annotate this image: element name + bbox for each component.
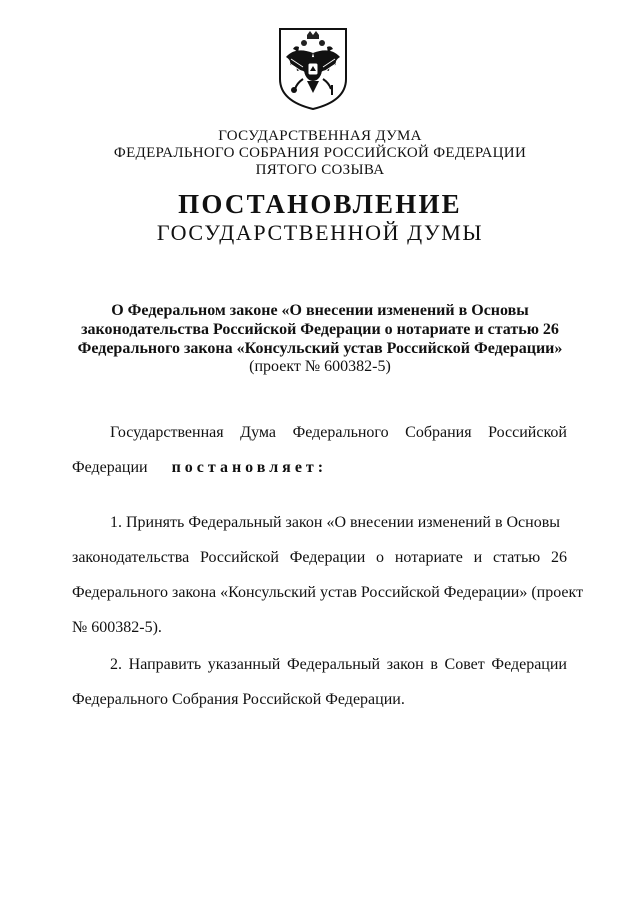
item1-line-2 <box>72 548 567 568</box>
item2-word: Совет <box>444 656 485 673</box>
preamble-line-1 <box>110 423 567 443</box>
preamble-word: Дума <box>240 424 276 441</box>
header-line-convocation: ПЯТОГО СОЗЫВА <box>255 162 385 178</box>
item2-word: указанный <box>207 656 281 673</box>
item1-word: 26 <box>551 549 567 566</box>
item2-word: Федеральный <box>286 656 381 673</box>
item1-line-3: Федерального закона «Консульский устав Российской Федерации» (проект <box>72 584 584 601</box>
item1-word: статью <box>492 549 541 566</box>
preamble-word: Собрания <box>405 424 472 441</box>
item1-word: и <box>473 549 483 566</box>
item1-line-1: 1. Принять Федеральный закон «О внесении изменений в Основы <box>110 514 561 531</box>
item2-word: Направить <box>128 656 202 673</box>
preamble-word: Государственная <box>110 424 224 441</box>
preamble-word: Федерального <box>292 424 389 441</box>
document-title: ПОСТАНОВЛЕНИЕ <box>178 189 462 219</box>
item2-line-2: Федерального Собрания Российской Федерации. <box>72 691 405 708</box>
project-number: (проект № 600382-5) <box>249 358 391 375</box>
item1-word: Федерации <box>289 549 366 566</box>
subject-line-1: О Федеральном законе «О внесении изменений в Основы <box>111 302 529 319</box>
header-line-duma: ГОСУДАРСТВЕННАЯ ДУМА <box>218 128 422 144</box>
item1-word: Российской <box>200 549 279 566</box>
coat-of-arms-icon <box>277 27 349 111</box>
resolves-keyword: постановляет: <box>171 459 328 476</box>
item2-word: 2. <box>110 656 122 673</box>
item2-word: в <box>430 656 438 673</box>
item1-line-4: № 600382-5). <box>72 619 162 636</box>
preamble-federation: Федерации <box>72 459 148 476</box>
header-line-assembly: ФЕДЕРАЛЬНОГО СОБРАНИЯ РОССИЙСКОЙ ФЕДЕРАЦИИ <box>113 145 527 161</box>
item1-word: законодательства <box>72 549 190 566</box>
item1-word: о <box>376 549 385 566</box>
document-subtitle: ГОСУДАРСТВЕННОЙ ДУМЫ <box>156 220 484 245</box>
preamble-line-2 <box>72 458 327 478</box>
preamble-word: Российской <box>488 424 567 441</box>
item2-word: закон <box>386 656 424 673</box>
item2-word: Федерации <box>491 656 567 673</box>
item2-line-1 <box>110 655 567 675</box>
item1-word: нотариате <box>394 549 463 566</box>
subject-line-3: Федерального закона «Консульский устав Российской Федерации» <box>77 340 563 357</box>
subject-line-2: законодательства Российской Федерации о нотариате и статью 26 <box>81 321 559 338</box>
